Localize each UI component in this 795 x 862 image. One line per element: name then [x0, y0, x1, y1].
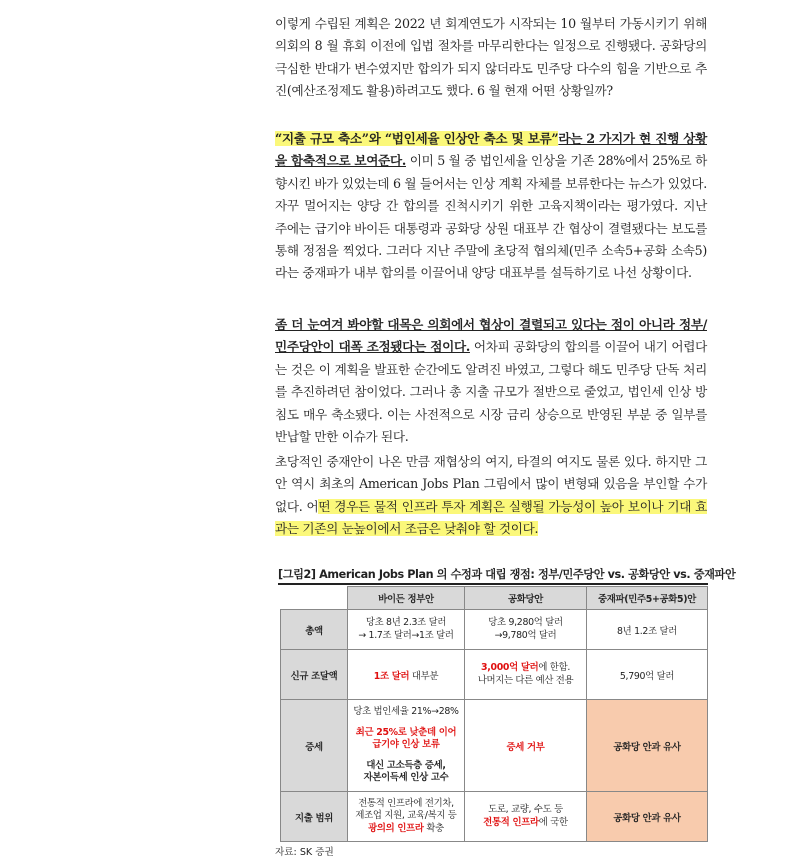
cell-tax-mediator: 공화당 안과 유사 — [587, 700, 708, 792]
cell-text: → 1.7조 달러→1조 달러 — [358, 629, 454, 641]
cell-scope-biden — [348, 792, 465, 842]
paragraph-1-text: 이렇게 수립된 계획은 2022 년 회계연도가 시작되는 10 월부터 가동시키기 위해 의회의 8 월 휴회 이전에 입법 절차를 마무리한다는 일정으로 진행됐다. 공화당의 극심한 반대가 변수였지만 합의가 되지 않더라도 민주당 다수의 힘을 기반으로 추진(예산조정제도 활용)하려고도 했다. 6 월 현재 어떤 상황일까? — [275, 16, 707, 99]
paragraph-3-bold-underline: 좀 더 눈여겨 봐야할 대목은 의회에서 협상이 결렬되고 있다는 점이 아니라 정부/민주당안이 대폭 조정됐다는 점이다. — [275, 317, 707, 355]
cell-total-gop — [465, 610, 587, 650]
row-label-tax: 증세 — [281, 700, 348, 792]
paragraph-3 — [275, 314, 707, 448]
cell-bold-text: 대신 고소득층 증세, — [366, 759, 446, 771]
cell-tax-gop — [465, 700, 587, 792]
column-header-biden: 바이든 정부안 — [348, 587, 465, 610]
table-row-total — [281, 610, 708, 650]
cell-text: 당초 법인세율 21%→28% — [353, 706, 459, 718]
cell-red-text: 1조 달러 — [373, 670, 410, 682]
cell-bold-text: 자본이득세 인상 고수 — [363, 772, 449, 784]
column-header-mediator: 중재파(민주5+공화5)안 — [587, 587, 708, 610]
cell-funding-mediator: 5,790억 달러 — [587, 650, 708, 700]
cell-text: 나머지는 다른 예산 전용 — [477, 674, 574, 686]
table-row-tax — [281, 700, 708, 792]
cell-scope-gop — [465, 792, 587, 842]
paragraph-2 — [275, 128, 707, 285]
table-row-scope — [281, 792, 708, 842]
cell-text: 도로, 교량, 수도 등 — [488, 804, 563, 815]
paragraph-4-text: 초당적인 중재안이 나온 만큼 재협상의 여지, 타결의 여지도 물론 있다. 하지만 그 안 역시 최초의 American Jobs Plan 그림에서 많이 변형돼 있음을 부인할 수가 없다. 어 — [275, 454, 707, 514]
figure-title-rule — [278, 583, 708, 585]
cell-total-biden — [348, 610, 465, 650]
cell-tax-biden — [348, 700, 465, 792]
cell-red-text: 급기야 인상 보류 — [372, 739, 440, 751]
cell-text: 제조업 지원, 교육/복지 등 — [355, 810, 457, 822]
table-header-row — [281, 587, 708, 610]
paragraph-4-highlight: 떤 경우든 물적 인프라 투자 계획은 실행될 가능성이 높아 보이나 기대 효과는 기존의 눈높이에서 조금은 낮춰야 할 것이다. — [275, 498, 707, 537]
cell-red-text: 3,000억 달러 — [480, 662, 539, 673]
row-label-scope: 지출 범위 — [281, 792, 348, 842]
cell-text: →9,780억 달러 — [494, 629, 557, 641]
cell-total-mediator: 8년 1.2조 달러 — [587, 610, 708, 650]
paragraph-2-text: 이미 5 월 중 법인세율 인상을 기존 28%에서 25%로 하향시킨 바가 있었는데 6 월 들어서는 인상 계획 자체를 보류한다는 뉴스가 있었다. 자꾸 멀어지는 양당 간 합의를 진척시키기 위한 고육지책이라는 평가였다. 지난 주에는 급기야 바이든 대통령과 공화당 상원 대표부 간 협상이 결렬됐다는 보도를 통해 정점을 찍었다. 그러다 지난 주말에 초당적 협의체(민주 소속5+공화 소속5)라는 중재파가 내부 합의를 이끌어내 양당 대표부를 설득하기로 나선 상황이다. — [275, 153, 707, 281]
column-header-gop: 공화당안 — [465, 587, 587, 610]
row-label-funding: 신규 조달액 — [281, 650, 348, 700]
cell-text: 에 국한 — [538, 816, 568, 828]
cell-text: 당초 8년 2.3조 달러 — [365, 617, 447, 628]
paragraph-1 — [275, 13, 707, 103]
cell-funding-gop — [465, 650, 587, 700]
cell-text: 에 한함. — [538, 662, 571, 673]
cell-red-text: 전통적 인프라 — [483, 816, 539, 828]
row-label-total: 총액 — [281, 610, 348, 650]
paragraph-4 — [275, 451, 707, 541]
cell-red-text: 최근 25%로 낮춘데 이어 — [355, 726, 457, 738]
paragraph-2-bold: 라는 2 가지가 현 진행 상황을 함축적으로 보여준다. — [275, 131, 707, 169]
cell-text: 당초 9,280억 달러 — [488, 617, 563, 628]
figure-title: [그림2] American Jobs Plan 의 수정과 대립 쟁점: 정부/민주당안 vs. 공화당안 vs. 중재파안 — [278, 568, 736, 581]
highlighted-quote: “지출 규모 축소”와 “법인세율 인상안 축소 및 보류” — [275, 131, 559, 146]
comparison-table — [280, 586, 708, 842]
cell-text: 확충 — [423, 822, 444, 834]
table-row-funding — [281, 650, 708, 700]
source-note: 자료: SK 증권 — [275, 847, 334, 858]
cell-text: 전통적 인프라에 전기차, — [358, 797, 454, 809]
cell-text: 대부분 — [409, 670, 439, 682]
paragraph-3-text: 어차피 공화당의 합의를 이끌어 내기 어렵다는 것은 이 계획을 발표한 순간에도 알려진 바였고, 그렇다 해도 민주당 단독 처리를 추진하려던 참이었다. 그러나 총 지출 규모가 절반으로 줄었고, 법인세 인상 방침도 매우 축소됐다. 이는 사전적으로 시장 금리 상승으로 반영된 부분 중 일부를 반납할 만한 이슈가 된다. — [275, 339, 707, 445]
cell-red-text: 광의의 인프라 — [368, 822, 424, 834]
cell-scope-mediator: 공화당 안과 유사 — [587, 792, 708, 842]
cell-funding-biden — [348, 650, 465, 700]
table-corner — [281, 587, 348, 610]
cell-red-text: 증세 거부 — [506, 741, 545, 753]
